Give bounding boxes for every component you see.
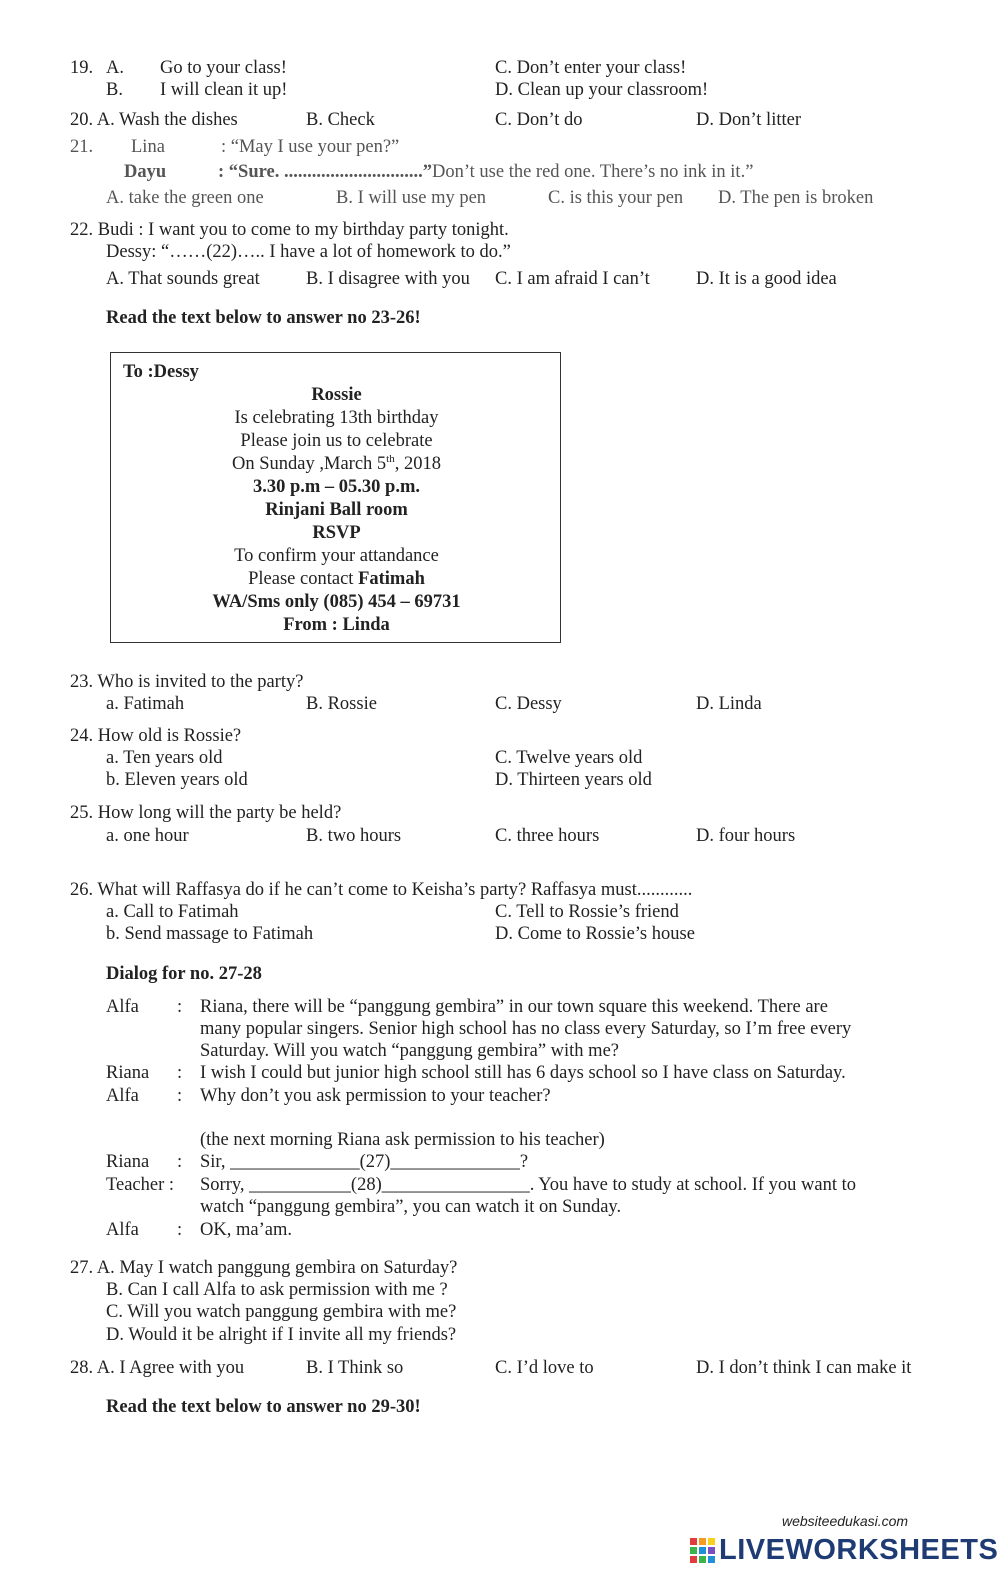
q25-option-a: a. one hour (106, 826, 189, 846)
card-from: From : Linda (283, 615, 390, 635)
q20-option-a: 20. A. Wash the dishes (70, 110, 238, 130)
q21-option-d: D. The pen is broken (718, 188, 874, 208)
dialog-colon: : (177, 1220, 183, 1240)
q19-option-b-letter: B. (106, 80, 123, 100)
q26-option-d: D. Come to Rossie’s house (495, 924, 695, 944)
dialog-speaker-riana: Riana (106, 1063, 150, 1083)
q27-option-c: C. Will you watch panggung gembira with me? (106, 1302, 457, 1322)
dialog-line-3: Why don’t you ask permission to your teacher? (200, 1086, 551, 1106)
dialog-line-1a: Riana, there will be “panggung gembira” in our town square this weekend. There are (200, 997, 828, 1017)
dialog-colon: : (177, 1063, 183, 1083)
q22-option-b: B. I disagree with you (306, 269, 470, 289)
dialog-colon: : (177, 1152, 183, 1172)
q26-option-c: C. Tell to Rossie’s friend (495, 902, 679, 922)
q21-line-dayu-rest: Don’t use the red one. There’s no ink in it.” (431, 162, 754, 182)
card-contact (111, 568, 562, 590)
invitation-card (110, 352, 561, 643)
dialog-colon: : (177, 997, 183, 1017)
dialog-colon: : (177, 1086, 183, 1106)
q21-number: 21. (70, 137, 94, 157)
q21-option-c: C. is this your pen (548, 188, 684, 208)
q27-option-b: B. Can I call Alfa to ask permission with me ? (106, 1280, 448, 1300)
q22-option-c: C. I am afraid I can’t (495, 269, 650, 289)
card-line-celebrating: Is celebrating 13th birthday (234, 408, 439, 428)
card-date-year: , 2018 (394, 454, 441, 474)
q20-option-d: D. Don’t litter (696, 110, 801, 130)
card-name: Rossie (311, 385, 362, 405)
q23-question: 23. Who is invited to the party? (70, 672, 304, 692)
q24-option-d: D. Thirteen years old (495, 770, 652, 790)
dialog-stage-note: (the next morning Riana ask permission to his teacher) (200, 1130, 605, 1150)
q24-option-a: a. Ten years old (106, 748, 223, 768)
card-date-suffix: th (386, 452, 395, 465)
dialog-line-5a: Sorry, ___________(28)________________. You have to study at school. If you want to (200, 1175, 857, 1195)
liveworksheets-logo (690, 1530, 998, 1570)
dialog-line-1c: Saturday. Will you watch “panggung gembira” with me? (200, 1041, 619, 1061)
card-date-day: On Sunday ,March 5 (232, 454, 387, 474)
q25-option-d: D. four hours (696, 826, 796, 846)
q25-option-c: C. three hours (495, 826, 600, 846)
q26-option-a: a. Call to Fatimah (106, 902, 239, 922)
card-to: To :Dessy (123, 362, 199, 382)
card-place: Rinjani Ball room (265, 500, 408, 520)
card-rsvp: RSVP (312, 523, 361, 543)
card-contact-label: Please contact (248, 569, 359, 589)
liveworksheets-grid-icon (690, 1538, 715, 1563)
q27-option-a: 27. A. May I watch panggung gembira on Saturday? (70, 1258, 458, 1278)
q23-option-b: B. Rossie (306, 694, 377, 714)
dialog-line-1b: many popular singers. Senior high school has no class every Saturday, so I’m free every (200, 1019, 852, 1039)
card-date (111, 453, 562, 475)
q28-option-d: D. I don’t think I can make it (696, 1358, 912, 1378)
instruction-23-26: Read the text below to answer no 23-26! (106, 308, 421, 328)
card-phone: WA/Sms only (085) 454 – 69731 (212, 592, 461, 612)
q22-line-dessy: Dessy: “……(22)….. I have a lot of homework to do.” (106, 242, 511, 262)
q22-line-budi: 22. Budi : I want you to come to my birthday party tonight. (70, 220, 509, 240)
q25-option-b: B. two hours (306, 826, 402, 846)
q23-option-d: D. Linda (696, 694, 762, 714)
q21-speaker-lina: Lina (131, 137, 165, 157)
q25-question: 25. How long will the party be held? (70, 803, 342, 823)
q21-speaker-dayu: Dayu (124, 162, 167, 182)
q20-option-b: B. Check (306, 110, 375, 130)
q19-option-a-letter: A. (106, 58, 124, 78)
q22-option-a: A. That sounds great (106, 269, 260, 289)
q23-option-c: C. Dessy (495, 694, 562, 714)
card-time: 3.30 p.m – 05.30 p.m. (252, 477, 421, 497)
q28-option-c: C. I’d love to (495, 1358, 594, 1378)
liveworksheets-brand: LIVEWORKSHEETS (719, 1534, 999, 1566)
q19-option-c: C. Don’t enter your class! (495, 58, 687, 78)
q27-option-d: D. Would it be alright if I invite all my friends? (106, 1325, 457, 1345)
dialog-speaker-riana: Riana (106, 1152, 150, 1172)
q26-question: 26. What will Raffasya do if he can’t come to Keisha’s party? Raffasya must............ (70, 880, 693, 900)
dialog-line-4: Sir, ______________(27)______________? (200, 1152, 529, 1172)
q21-option-a: A. take the green one (106, 188, 264, 208)
instruction-29-30: Read the text below to answer no 29-30! (106, 1397, 421, 1417)
q20-option-c: C. Don’t do (495, 110, 583, 130)
dialog-line-2: I wish I could but junior high school still has 6 days school so I have class on Saturday. (200, 1063, 846, 1083)
card-contact-name: Fatimah (358, 569, 425, 589)
card-confirm: To confirm your attandance (234, 546, 439, 566)
q28-option-a: 28. A. I Agree with you (70, 1358, 245, 1378)
q21-option-b: B. I will use my pen (336, 188, 487, 208)
card-line-join: Please join us to celebrate (240, 431, 433, 451)
q21-line-dayu-blank: : “Sure. ..............................” (218, 162, 432, 182)
dialog-line-5b: watch “panggung gembira”, you can watch it on Sunday. (200, 1197, 622, 1217)
dialog-speaker-alfa: Alfa (106, 997, 139, 1017)
q23-option-a: a. Fatimah (106, 694, 185, 714)
q24-option-b: b. Eleven years old (106, 770, 248, 790)
q19-option-d: D. Clean up your classroom! (495, 80, 709, 100)
dialog-line-6: OK, ma’am. (200, 1220, 292, 1240)
q26-option-b: b. Send massage to Fatimah (106, 924, 314, 944)
q22-option-d: D. It is a good idea (696, 269, 837, 289)
q21-line-lina: : “May I use your pen?” (221, 137, 400, 157)
q28-option-b: B. I Think so (306, 1358, 404, 1378)
q19-option-a: Go to your class! (160, 58, 287, 78)
q21-line-dayu (218, 161, 753, 183)
dialog-title: Dialog for no. 27-28 (106, 964, 262, 984)
dialog-speaker-alfa: Alfa (106, 1086, 139, 1106)
dialog-speaker-teacher: Teacher : (106, 1175, 175, 1195)
dialog-speaker-alfa: Alfa (106, 1220, 139, 1240)
q24-question: 24. How old is Rossie? (70, 726, 242, 746)
footer-website: websiteedukasi.com (782, 1513, 909, 1529)
q24-option-c: C. Twelve years old (495, 748, 643, 768)
q19-option-b: I will clean it up! (160, 80, 288, 100)
q19-number: 19. (70, 58, 94, 78)
